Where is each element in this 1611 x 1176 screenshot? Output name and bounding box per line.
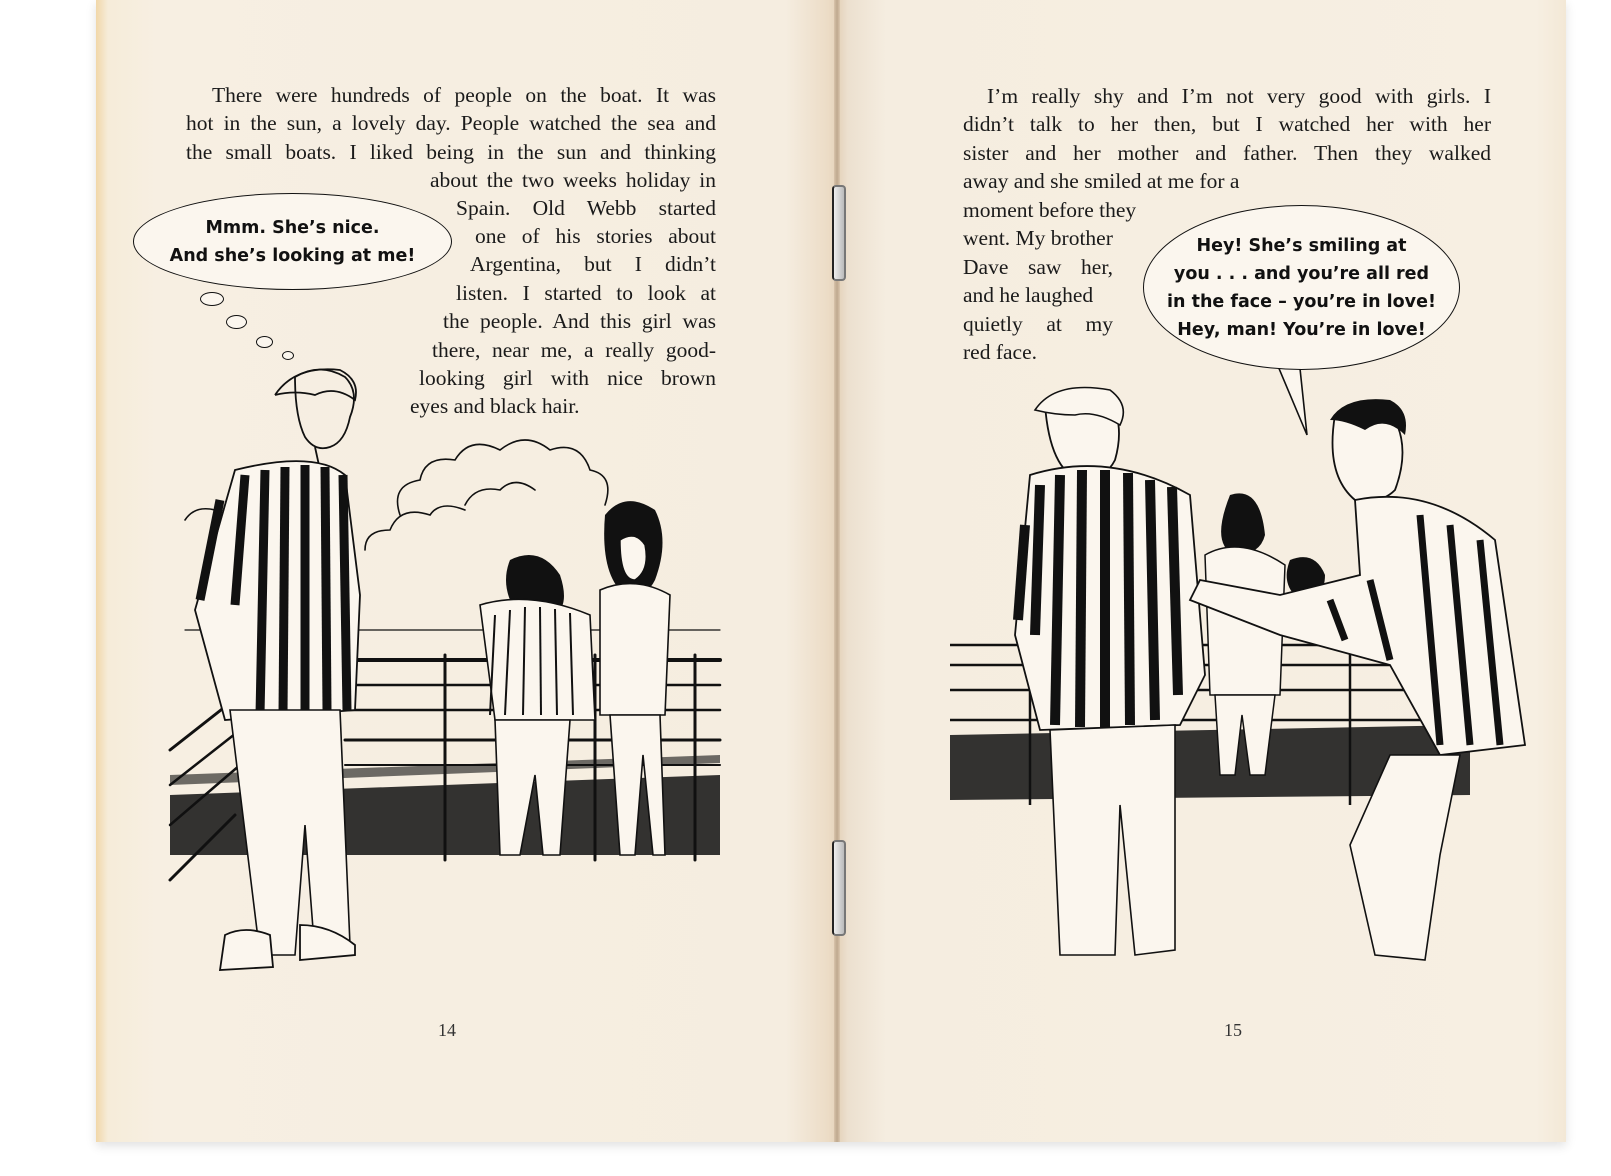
text-line: away and she smiled at me for a bbox=[963, 169, 1240, 194]
book-gutter bbox=[834, 0, 840, 1142]
text-line: hot in the sun, a lovely day. People watched the sea and bbox=[186, 111, 716, 136]
text-line: There were hundreds of people on the boat. It was bbox=[212, 83, 716, 107]
text-line: listen. I started to look at bbox=[456, 281, 716, 305]
text-line: went. My brother bbox=[963, 226, 1113, 251]
speech-bubble-line: Hey! She’s smiling at bbox=[1196, 235, 1407, 256]
speech-bubble-line: Hey, man! You’re in love! bbox=[1177, 319, 1426, 340]
text-line: quietly at my bbox=[963, 311, 1113, 336]
thought-dot bbox=[200, 292, 224, 306]
text-line: moment before they bbox=[963, 198, 1137, 222]
text-line: Argentina, but I didn’t bbox=[470, 252, 716, 276]
thought-bubble-line: And she’s looking at me! bbox=[169, 245, 416, 266]
text-line: red face. bbox=[963, 340, 1037, 365]
text-line: there, near me, a really good- bbox=[432, 338, 716, 362]
thought-bubble bbox=[133, 193, 452, 290]
page-number-right: 15 bbox=[1224, 1020, 1242, 1040]
illustration-right bbox=[950, 375, 1530, 965]
text-line: I’m really shy and I’m not very good with girls. I bbox=[987, 84, 1491, 108]
text-line: one of his stories about bbox=[475, 224, 716, 248]
illustration-left bbox=[165, 355, 725, 980]
staple-bottom bbox=[832, 840, 846, 936]
text-line: didn’t talk to her then, but I watched her with her bbox=[963, 112, 1491, 137]
text-line: eyes and black hair. bbox=[410, 394, 580, 418]
text-line: the small boats. I liked being in the sun and thinking bbox=[186, 139, 716, 164]
speech-bubble-line: you . . . and you’re all red bbox=[1173, 263, 1430, 284]
text-line: Spain. Old Webb started bbox=[456, 196, 716, 220]
text-line: about the two weeks holiday in bbox=[430, 168, 716, 192]
speech-bubble-line: in the face – you’re in love! bbox=[1167, 291, 1436, 312]
staple-top bbox=[832, 185, 846, 281]
text-line: sister and her mother and father. Then they walked bbox=[963, 140, 1491, 165]
text-line: looking girl with nice brown bbox=[419, 366, 716, 390]
speech-bubble bbox=[1143, 205, 1460, 370]
page-number-left: 14 bbox=[438, 1020, 456, 1040]
thought-dot bbox=[256, 336, 273, 348]
text-line: and he laughed bbox=[963, 283, 1094, 308]
text-line: the people. And this girl was bbox=[443, 309, 716, 333]
text-line: Dave saw her, bbox=[963, 255, 1113, 279]
thought-dot bbox=[226, 315, 247, 329]
thought-bubble-line: Mmm. She’s nice. bbox=[205, 217, 380, 238]
